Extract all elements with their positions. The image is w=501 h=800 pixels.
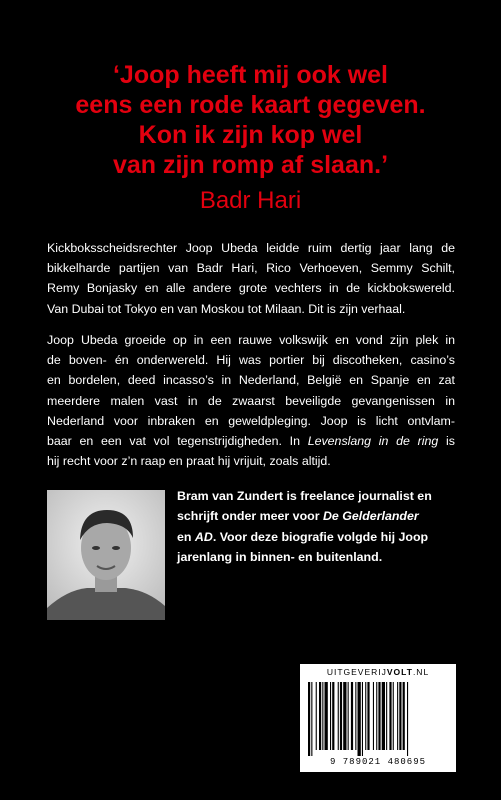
author-portrait-icon (47, 490, 165, 620)
barcode-bar (382, 682, 385, 750)
barcode-bar (365, 682, 366, 750)
quote-line-3: Kon ik zijn kop wel (138, 121, 363, 149)
quote-line-2: eens een rode kaart gegeven. (75, 91, 426, 119)
barcode-bar (397, 682, 398, 750)
bio-line-3 (177, 527, 459, 547)
quote-line-1: ‘Joop heeft mij ook wel (112, 61, 389, 89)
barcode-bar (399, 682, 401, 750)
barcode-bar (343, 682, 346, 750)
author-bio (177, 486, 459, 568)
barcode-bar (322, 682, 323, 750)
barcode-bar (351, 682, 353, 750)
bio-line-2 (177, 506, 459, 526)
barcode-bar (403, 682, 405, 750)
bio-line-2-pre: schrijft onder meer voor (177, 509, 320, 524)
barcode-bar (373, 682, 374, 750)
blurb2-line: Joop Ubeda groeide op in een rauwe volkswijk en vond zijn plek in (47, 333, 455, 347)
pull-quote (0, 60, 501, 180)
bio-line-4: jarenlang in binnen- en buitenland. (177, 550, 383, 565)
barcode-icon (308, 682, 448, 756)
blurb2-line-end: is (446, 434, 455, 449)
blurb2-line: hij recht voor z’n raap en praat hij vrijuit, zoals altijd. (47, 454, 331, 469)
blurb1-line: Kickboksscheidsrechter Joop Ubeda leidde ruim dertig jaar lang de (47, 241, 455, 255)
barcode-bar (376, 682, 377, 750)
blurb-paragraph-2 (47, 330, 455, 471)
barcode-bar (389, 682, 391, 750)
barcode-bar (362, 682, 363, 756)
quote-line-4: van zijn romp af slaan.’ (112, 151, 389, 179)
author-photo (47, 490, 165, 620)
barcode-bar (407, 682, 408, 756)
blurb1-line: Remy Bonjasky en alle andere grote vechters in de kickbokswereld. (47, 281, 455, 296)
barcode-bar (367, 682, 369, 750)
publisher-bold: VOLT (386, 667, 413, 677)
blurb1-line: Van Dubai tot Tokyo en van Moskou tot Milaan. Dit is zijn verhaal. (47, 301, 406, 316)
newspaper-title-2: AD (194, 529, 213, 544)
publisher-suffix: .NL (412, 667, 430, 677)
blurb2-line: de boven- én onderwereld. Hij was portier bij discotheken, casino’s (47, 353, 455, 368)
barcode-bar (311, 682, 312, 756)
blurb2-line-with-title (47, 431, 455, 451)
barcode-label (300, 664, 456, 772)
book-title: Levenslang in de ring (307, 434, 439, 449)
barcode-bar (386, 682, 387, 750)
bio-line-1: Bram van Zundert is freelance journalist en (177, 489, 432, 503)
barcode-bar (378, 682, 380, 750)
isbn-number: 9 789021 480695 (329, 757, 426, 767)
bio-line-3-pre: en (177, 529, 192, 544)
barcode-bar (340, 682, 342, 750)
barcode-bar (393, 682, 394, 750)
blurb2-line: meerdere malen vast in de zwaarst beveiligde gevangenissen in (47, 393, 455, 408)
publisher-prefix: UITGEVERIJ (326, 667, 387, 677)
barcode-bar (308, 682, 310, 756)
blurb-paragraph-1 (47, 238, 455, 319)
quote-attribution: Badr Hari (199, 187, 302, 214)
barcode-bar (316, 682, 317, 750)
barcode-bar (338, 682, 339, 750)
bio-line-3-post: . Voor deze biografie volgde hij Joop (212, 529, 429, 544)
publisher-name (300, 667, 456, 677)
blurb1-line: bikkelharde partijen van Badr Hari, Rico Verhoeven, Semmy Schilt, (47, 261, 455, 276)
blurb2-line-pre: baar en een vat vol tegenstrijdigheden. In (47, 434, 300, 449)
blurb2-line: en bordelen, deed incasso’s in Nederland, België en Spanje en zat (47, 373, 455, 388)
blurb2-line: Nederland voor inbraken en geweldpleging. Joop is licht ontvlam- (47, 413, 455, 428)
barcode-bar (325, 682, 328, 750)
newspaper-title-1: De Gelderlander (322, 509, 419, 524)
barcode-bar (355, 682, 356, 750)
barcode-bar (319, 682, 321, 750)
barcode-bar (348, 682, 349, 750)
barcode-bar (330, 682, 331, 750)
barcode-bar (358, 682, 361, 756)
barcode-bar (332, 682, 334, 750)
